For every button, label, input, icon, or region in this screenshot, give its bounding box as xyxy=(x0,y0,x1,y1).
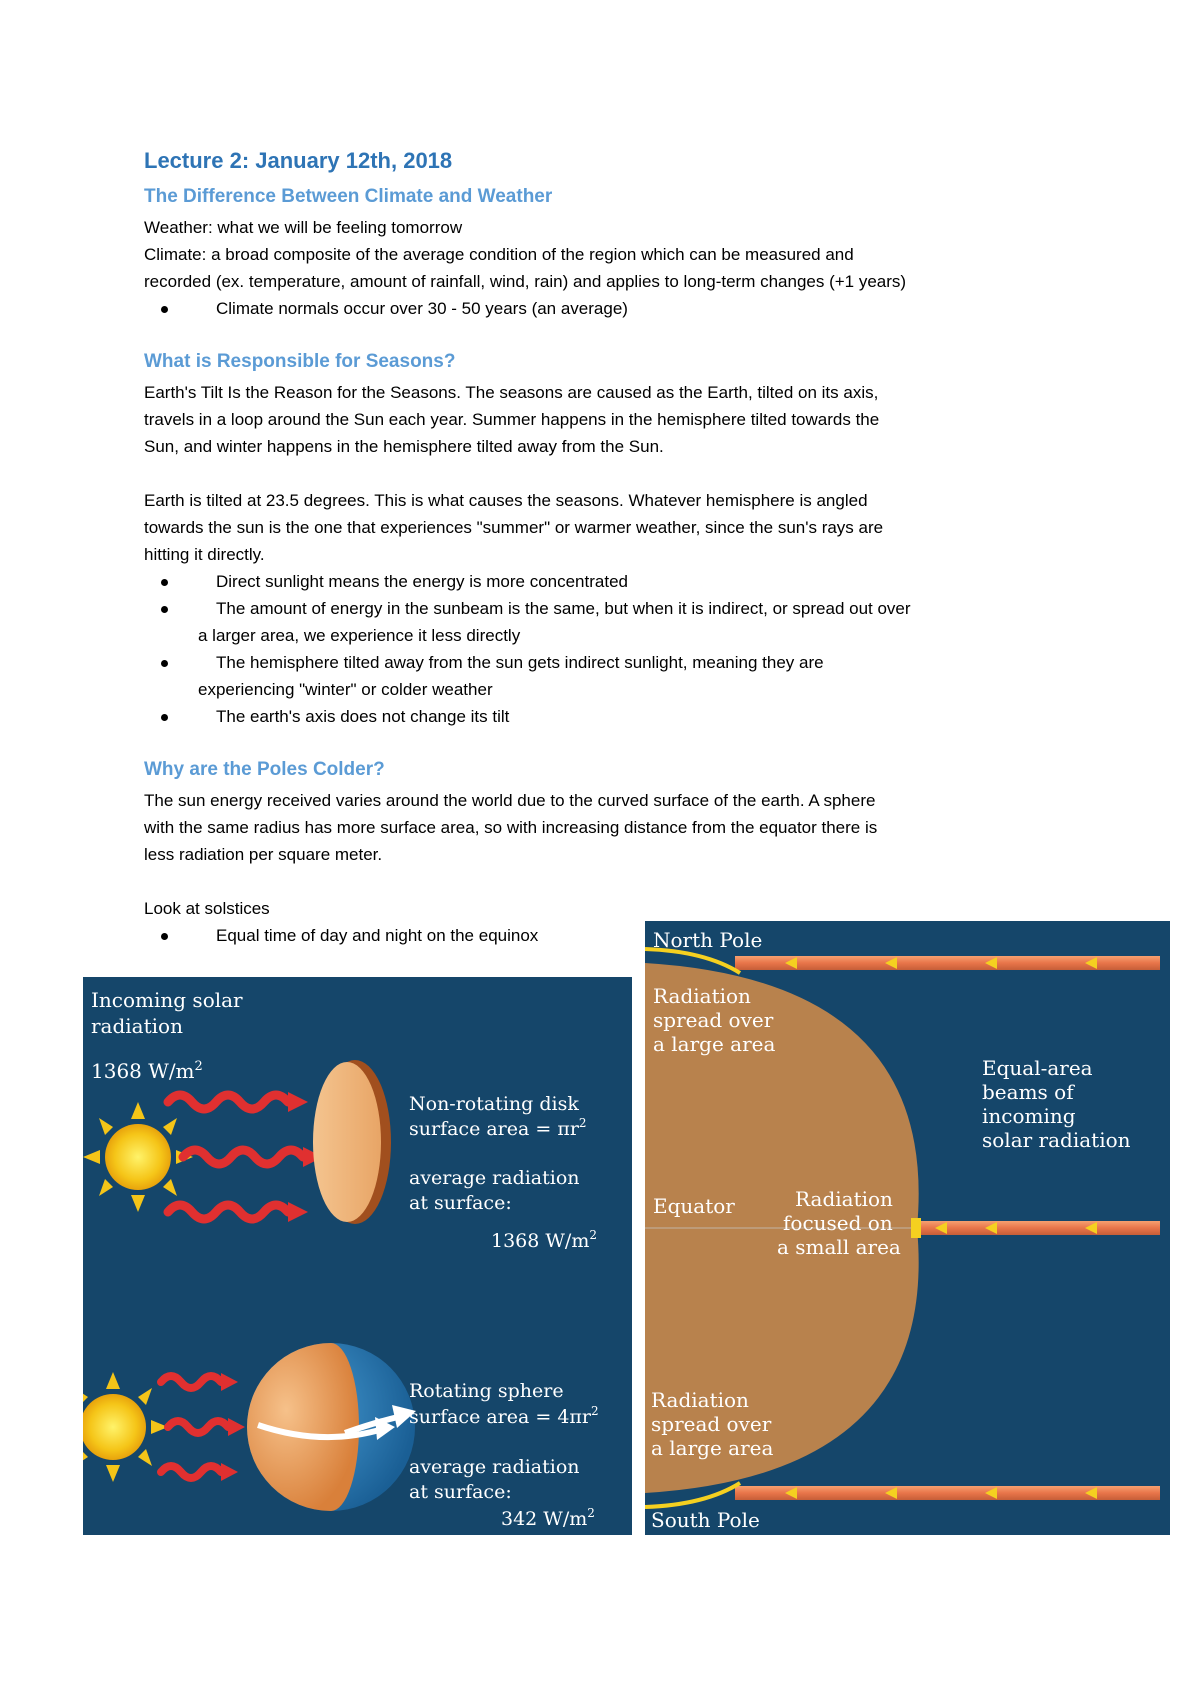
bullet-icon xyxy=(161,933,168,940)
incoming-flux-value: 1368 $W/m^2$ xyxy=(91,1059,203,1083)
non-rotating-disk xyxy=(313,1060,391,1224)
spread-top-3: a large area xyxy=(653,1032,776,1056)
lecture-title: Lecture 2: January 12th, 2018 xyxy=(144,148,453,173)
sun-icon xyxy=(83,1102,193,1212)
list-item: Direct sunlight means the energy is more concentrated xyxy=(144,568,1064,595)
sphere-label-1: Rotating sphere xyxy=(409,1380,564,1402)
rotating-sphere xyxy=(247,1343,416,1511)
figure-disk-vs-sphere xyxy=(83,977,632,1535)
seasons-bullets xyxy=(144,568,1064,730)
incoming-label-2: radiation xyxy=(91,1014,183,1038)
sphere-label-2: surface area = $4\pi r^2$ xyxy=(409,1404,599,1428)
equal-area-2: beams of xyxy=(982,1080,1074,1104)
disk-label-2: surface area = $\pi r^2$ xyxy=(409,1116,587,1140)
equal-area-4: solar radiation xyxy=(982,1128,1131,1152)
avg-label-3: average radiation xyxy=(409,1456,580,1478)
heading-climate-weather: The Difference Between Climate and Weather xyxy=(144,186,553,207)
climate-bullets xyxy=(144,295,1064,322)
seasons-para1-line1: Earth's Tilt Is the Reason for the Seasons. The seasons are caused as the Earth, tilted on its axis, xyxy=(144,383,879,402)
equal-area-3: incoming xyxy=(982,1104,1076,1128)
list-item: The hemisphere tilted away from the sun gets indirect sunlight, meaning they are experiencing "winter" or colder weather xyxy=(144,649,1064,703)
seasons-para2-line1: Earth is tilted at 23.5 degrees. This is what causes the seasons. Whatever hemisphere is angled xyxy=(144,491,868,510)
poles-para-line3: less radiation per square meter. xyxy=(144,845,383,864)
climate-definition-line2: recorded (ex. temperature, amount of rainfall, wind, rain) and applies to long-term changes (+1 years) xyxy=(144,272,907,291)
heading-seasons: What is Responsible for Seasons? xyxy=(144,351,456,372)
spread-top-1: Radiation xyxy=(653,984,751,1008)
figure-equal-area-beams-svg xyxy=(645,921,1170,1535)
look-at-solstices: Look at solstices xyxy=(144,899,270,918)
focus-label-1: Radiation xyxy=(795,1187,893,1211)
focus-label-2: focused on xyxy=(783,1211,893,1235)
figure-disk-vs-sphere-svg xyxy=(83,977,632,1535)
beam-bottom xyxy=(735,1486,1160,1500)
figure-equal-area-beams xyxy=(645,921,1170,1535)
south-pole-label: South Pole xyxy=(651,1508,760,1532)
spread-top-2: spread over xyxy=(653,1008,774,1032)
list-item: The amount of energy in the sunbeam is the same, but when it is indirect, or spread out over a larger area, we experience it less directly xyxy=(144,595,1064,649)
spread-bot-3: a large area xyxy=(651,1436,774,1460)
bullet-icon xyxy=(161,606,168,613)
seasons-para2-line3: hitting it directly. xyxy=(144,545,265,564)
list-item: Equal time of day and night on the equinox xyxy=(144,922,1064,949)
bullet-icon xyxy=(161,714,168,721)
avg-value-1: 1368 $W/m^2$ xyxy=(491,1228,597,1252)
list-item: The earth's axis does not change its tilt xyxy=(144,703,1064,730)
beam-top xyxy=(735,956,1160,970)
spread-bot-1: Radiation xyxy=(651,1388,749,1412)
north-pole-label: North Pole xyxy=(653,928,763,952)
bullet-icon xyxy=(161,660,168,667)
list-item: Climate normals occur over 30 - 50 years (an average) xyxy=(144,295,1064,322)
seasons-para1-line2: travels in a loop around the Sun each year. Summer happens in the hemisphere tilted towards the xyxy=(144,410,880,429)
poles-para-line2: with the same radius has more surface area, so with increasing distance from the equator there is xyxy=(144,818,878,837)
avg-label-4: at surface: xyxy=(409,1481,512,1503)
heading-poles: Why are the Poles Colder? xyxy=(144,759,385,780)
equal-area-1: Equal-area xyxy=(982,1056,1093,1080)
beam-equator xyxy=(917,1221,1160,1235)
climate-definition-line1: Climate: a broad composite of the average condition of the region which can be measured and xyxy=(144,245,854,264)
disk-label-1: Non-rotating disk xyxy=(409,1093,579,1115)
poles-para-line1: The sun energy received varies around the world due to the curved surface of the earth. A sphere xyxy=(144,791,876,810)
focus-marker xyxy=(911,1218,921,1238)
bullet-icon xyxy=(161,579,168,586)
incoming-label-1: Incoming solar xyxy=(91,988,243,1012)
equator-label: Equator xyxy=(653,1194,735,1218)
weather-definition: Weather: what we will be feeling tomorrow xyxy=(144,218,463,237)
seasons-para2-line2: towards the sun is the one that experiences "summer" or warmer weather, since the sun's rays are xyxy=(144,518,884,537)
avg-value-2: 342 $W/m^2$ xyxy=(501,1506,595,1530)
document-content xyxy=(144,146,1064,949)
focus-label-3: a small area xyxy=(777,1235,901,1259)
bullet-icon xyxy=(161,306,168,313)
spread-bot-2: spread over xyxy=(651,1412,772,1436)
avg-label-2: at surface: xyxy=(409,1192,512,1214)
seasons-para1-line3: Sun, and winter happens in the hemisphere tilted away from the Sun. xyxy=(144,437,664,456)
avg-label-1: average radiation xyxy=(409,1167,580,1189)
